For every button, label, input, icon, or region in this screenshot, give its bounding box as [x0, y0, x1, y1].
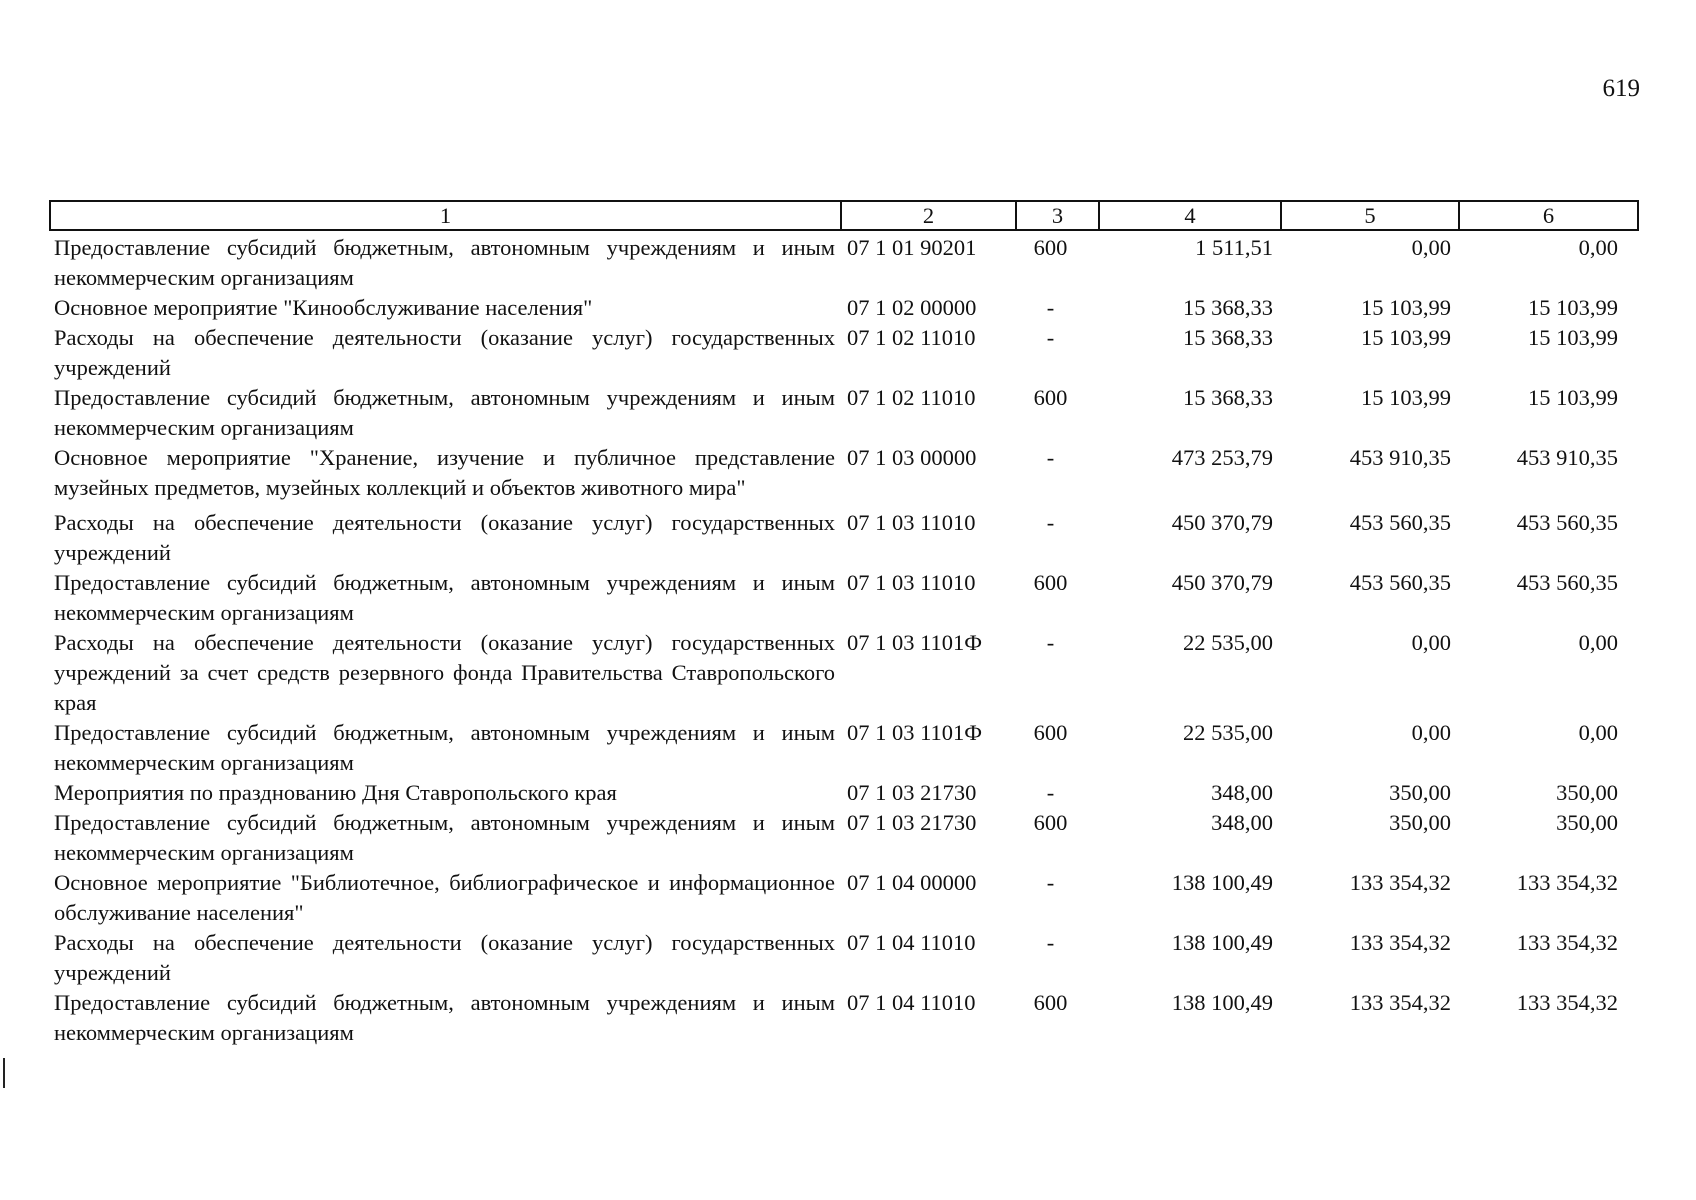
- table-row: [50, 503, 1638, 568]
- table-row: [50, 778, 1638, 808]
- row-value-col4: 473 253,79: [1171, 445, 1273, 470]
- row-name: Предоставление субсидий бюджетным, автономным учреждениям и иным некоммерческим организациям: [54, 235, 835, 290]
- row-expense-type: 600: [1033, 570, 1068, 595]
- row-value-col5: 133 354,32: [1349, 870, 1451, 895]
- table-row: [50, 928, 1638, 988]
- row-value-col6: 453 560,35: [1516, 570, 1618, 595]
- row-value-col6: 0,00: [1578, 630, 1618, 655]
- table-row: [50, 868, 1638, 928]
- row-code: 07 1 03 11010: [847, 510, 976, 535]
- row-value-col4: 22 535,00: [1183, 630, 1273, 655]
- row-value-col5: 15 103,99: [1361, 385, 1451, 410]
- table-row: [50, 808, 1638, 868]
- row-value-col4: 15 368,33: [1183, 295, 1273, 320]
- row-code: 07 1 04 11010: [847, 930, 976, 955]
- row-expense-type: -: [1046, 780, 1055, 805]
- row-name: Предоставление субсидий бюджетным, автономным учреждениям и иным некоммерческим организациям: [54, 385, 835, 440]
- table-header: [50, 201, 1638, 230]
- row-value-col4: 22 535,00: [1183, 720, 1273, 745]
- row-code: 07 1 03 21730: [847, 780, 977, 805]
- row-value-col4: 1 511,51: [1195, 235, 1273, 260]
- row-name: Расходы на обеспечение деятельности (оказание услуг) государственных учреждений: [54, 325, 835, 380]
- row-expense-type: 600: [1033, 385, 1068, 410]
- row-value-col5: 453 560,35: [1349, 570, 1451, 595]
- row-code: 07 1 03 00000: [847, 445, 977, 470]
- row-code: 07 1 03 1101Ф: [847, 630, 983, 655]
- row-value-col6: 133 354,32: [1516, 990, 1618, 1015]
- row-expense-type: 600: [1033, 810, 1068, 835]
- row-expense-type: 600: [1033, 235, 1068, 260]
- row-value-col5: 0,00: [1411, 630, 1451, 655]
- row-value-col5: 0,00: [1411, 720, 1451, 745]
- row-value-col4: 138 100,49: [1171, 990, 1273, 1015]
- row-expense-type: -: [1046, 630, 1055, 655]
- row-name: Мероприятия по празднованию Дня Ставропольского края: [54, 780, 617, 805]
- row-code: 07 1 03 1101Ф: [847, 720, 983, 745]
- row-code: 07 1 02 11010: [847, 385, 976, 410]
- row-code: 07 1 03 21730: [847, 810, 977, 835]
- column-header-2: 2: [841, 201, 1016, 230]
- row-expense-type: 600: [1033, 990, 1068, 1015]
- row-expense-type: -: [1046, 295, 1055, 320]
- row-value-col6: 0,00: [1578, 235, 1618, 260]
- row-name: Предоставление субсидий бюджетным, автономным учреждениям и иным некоммерческим организациям: [54, 570, 835, 625]
- row-expense-type: -: [1046, 445, 1055, 470]
- page-number: 619: [1602, 75, 1640, 102]
- row-value-col5: 133 354,32: [1349, 930, 1451, 955]
- row-code: 07 1 01 90201: [847, 235, 977, 260]
- row-value-col4: 348,00: [1211, 810, 1273, 835]
- row-code: 07 1 02 00000: [847, 295, 977, 320]
- row-value-col6: 15 103,99: [1528, 385, 1618, 410]
- table-row: [50, 718, 1638, 778]
- row-value-col4: 138 100,49: [1171, 870, 1273, 895]
- table-row: [50, 323, 1638, 383]
- row-name: Предоставление субсидий бюджетным, автономным учреждениям и иным некоммерческим организациям: [54, 990, 835, 1045]
- row-name: Основное мероприятие "Хранение, изучение и публичное представление музейных предметов, музейных коллекций и объектов животного мира": [54, 445, 835, 500]
- column-header-3: 3: [1016, 201, 1099, 230]
- row-value-col4: 348,00: [1211, 780, 1273, 805]
- table-body: [50, 230, 1638, 1048]
- budget-table: [49, 200, 1639, 1048]
- row-name: Расходы на обеспечение деятельности (оказание услуг) государственных учреждений: [54, 930, 835, 985]
- table-row: [50, 568, 1638, 628]
- row-value-col6: 350,00: [1556, 810, 1618, 835]
- row-value-col5: 350,00: [1389, 780, 1451, 805]
- row-value-col4: 15 368,33: [1183, 325, 1273, 350]
- table-row: [50, 988, 1638, 1048]
- row-value-col6: 453 910,35: [1516, 445, 1618, 470]
- row-value-col5: 453 560,35: [1349, 510, 1451, 535]
- row-value-col6: 0,00: [1578, 720, 1618, 745]
- row-value-col4: 15 368,33: [1183, 385, 1273, 410]
- table-row: [50, 383, 1638, 443]
- row-expense-type: -: [1046, 930, 1055, 955]
- row-value-col6: 15 103,99: [1528, 325, 1618, 350]
- row-value-col5: 0,00: [1411, 235, 1451, 260]
- column-header-1: 1: [50, 201, 841, 230]
- row-value-col5: 350,00: [1389, 810, 1451, 835]
- row-value-col5: 133 354,32: [1349, 990, 1451, 1015]
- table-row: [50, 293, 1638, 323]
- row-expense-type: -: [1046, 325, 1055, 350]
- table-row: [50, 443, 1638, 503]
- column-header-6: 6: [1459, 201, 1638, 230]
- table-row: [50, 628, 1638, 718]
- row-value-col5: 15 103,99: [1361, 325, 1451, 350]
- row-name: Расходы на обеспечение деятельности (оказание услуг) государственных учреждений: [54, 510, 835, 565]
- row-value-col6: 133 354,32: [1516, 930, 1618, 955]
- column-header-4: 4: [1099, 201, 1281, 230]
- row-value-col6: 133 354,32: [1516, 870, 1618, 895]
- row-expense-type: 600: [1033, 720, 1068, 745]
- row-name: Предоставление субсидий бюджетным, автономным учреждениям и иным некоммерческим организациям: [54, 810, 835, 865]
- row-name: Предоставление субсидий бюджетным, автономным учреждениям и иным некоммерческим организациям: [54, 720, 835, 775]
- row-code: 07 1 02 11010: [847, 325, 976, 350]
- row-value-col4: 450 370,79: [1171, 510, 1273, 535]
- row-value-col4: 138 100,49: [1171, 930, 1273, 955]
- row-expense-type: -: [1046, 870, 1055, 895]
- row-value-col6: 453 560,35: [1516, 510, 1618, 535]
- scan-artifact-mark: [3, 1058, 5, 1088]
- row-expense-type: -: [1046, 510, 1055, 535]
- row-value-col6: 15 103,99: [1528, 295, 1618, 320]
- row-value-col5: 15 103,99: [1361, 295, 1451, 320]
- table-row: [50, 230, 1638, 293]
- row-value-col4: 450 370,79: [1171, 570, 1273, 595]
- row-value-col6: 350,00: [1556, 780, 1618, 805]
- row-name: Основное мероприятие "Кинообслуживание населения": [54, 295, 593, 320]
- column-header-5: 5: [1281, 201, 1459, 230]
- row-name: Расходы на обеспечение деятельности (оказание услуг) государственных учреждений за счет средств резервного фонда Правительства Ставропольского края: [54, 630, 835, 715]
- row-code: 07 1 04 11010: [847, 990, 976, 1015]
- header-row: [50, 201, 1638, 230]
- row-code: 07 1 03 11010: [847, 570, 976, 595]
- row-name: Основное мероприятие "Библиотечное, библиографическое и информационное обслуживание населения": [54, 870, 835, 925]
- row-value-col5: 453 910,35: [1349, 445, 1451, 470]
- row-code: 07 1 04 00000: [847, 870, 977, 895]
